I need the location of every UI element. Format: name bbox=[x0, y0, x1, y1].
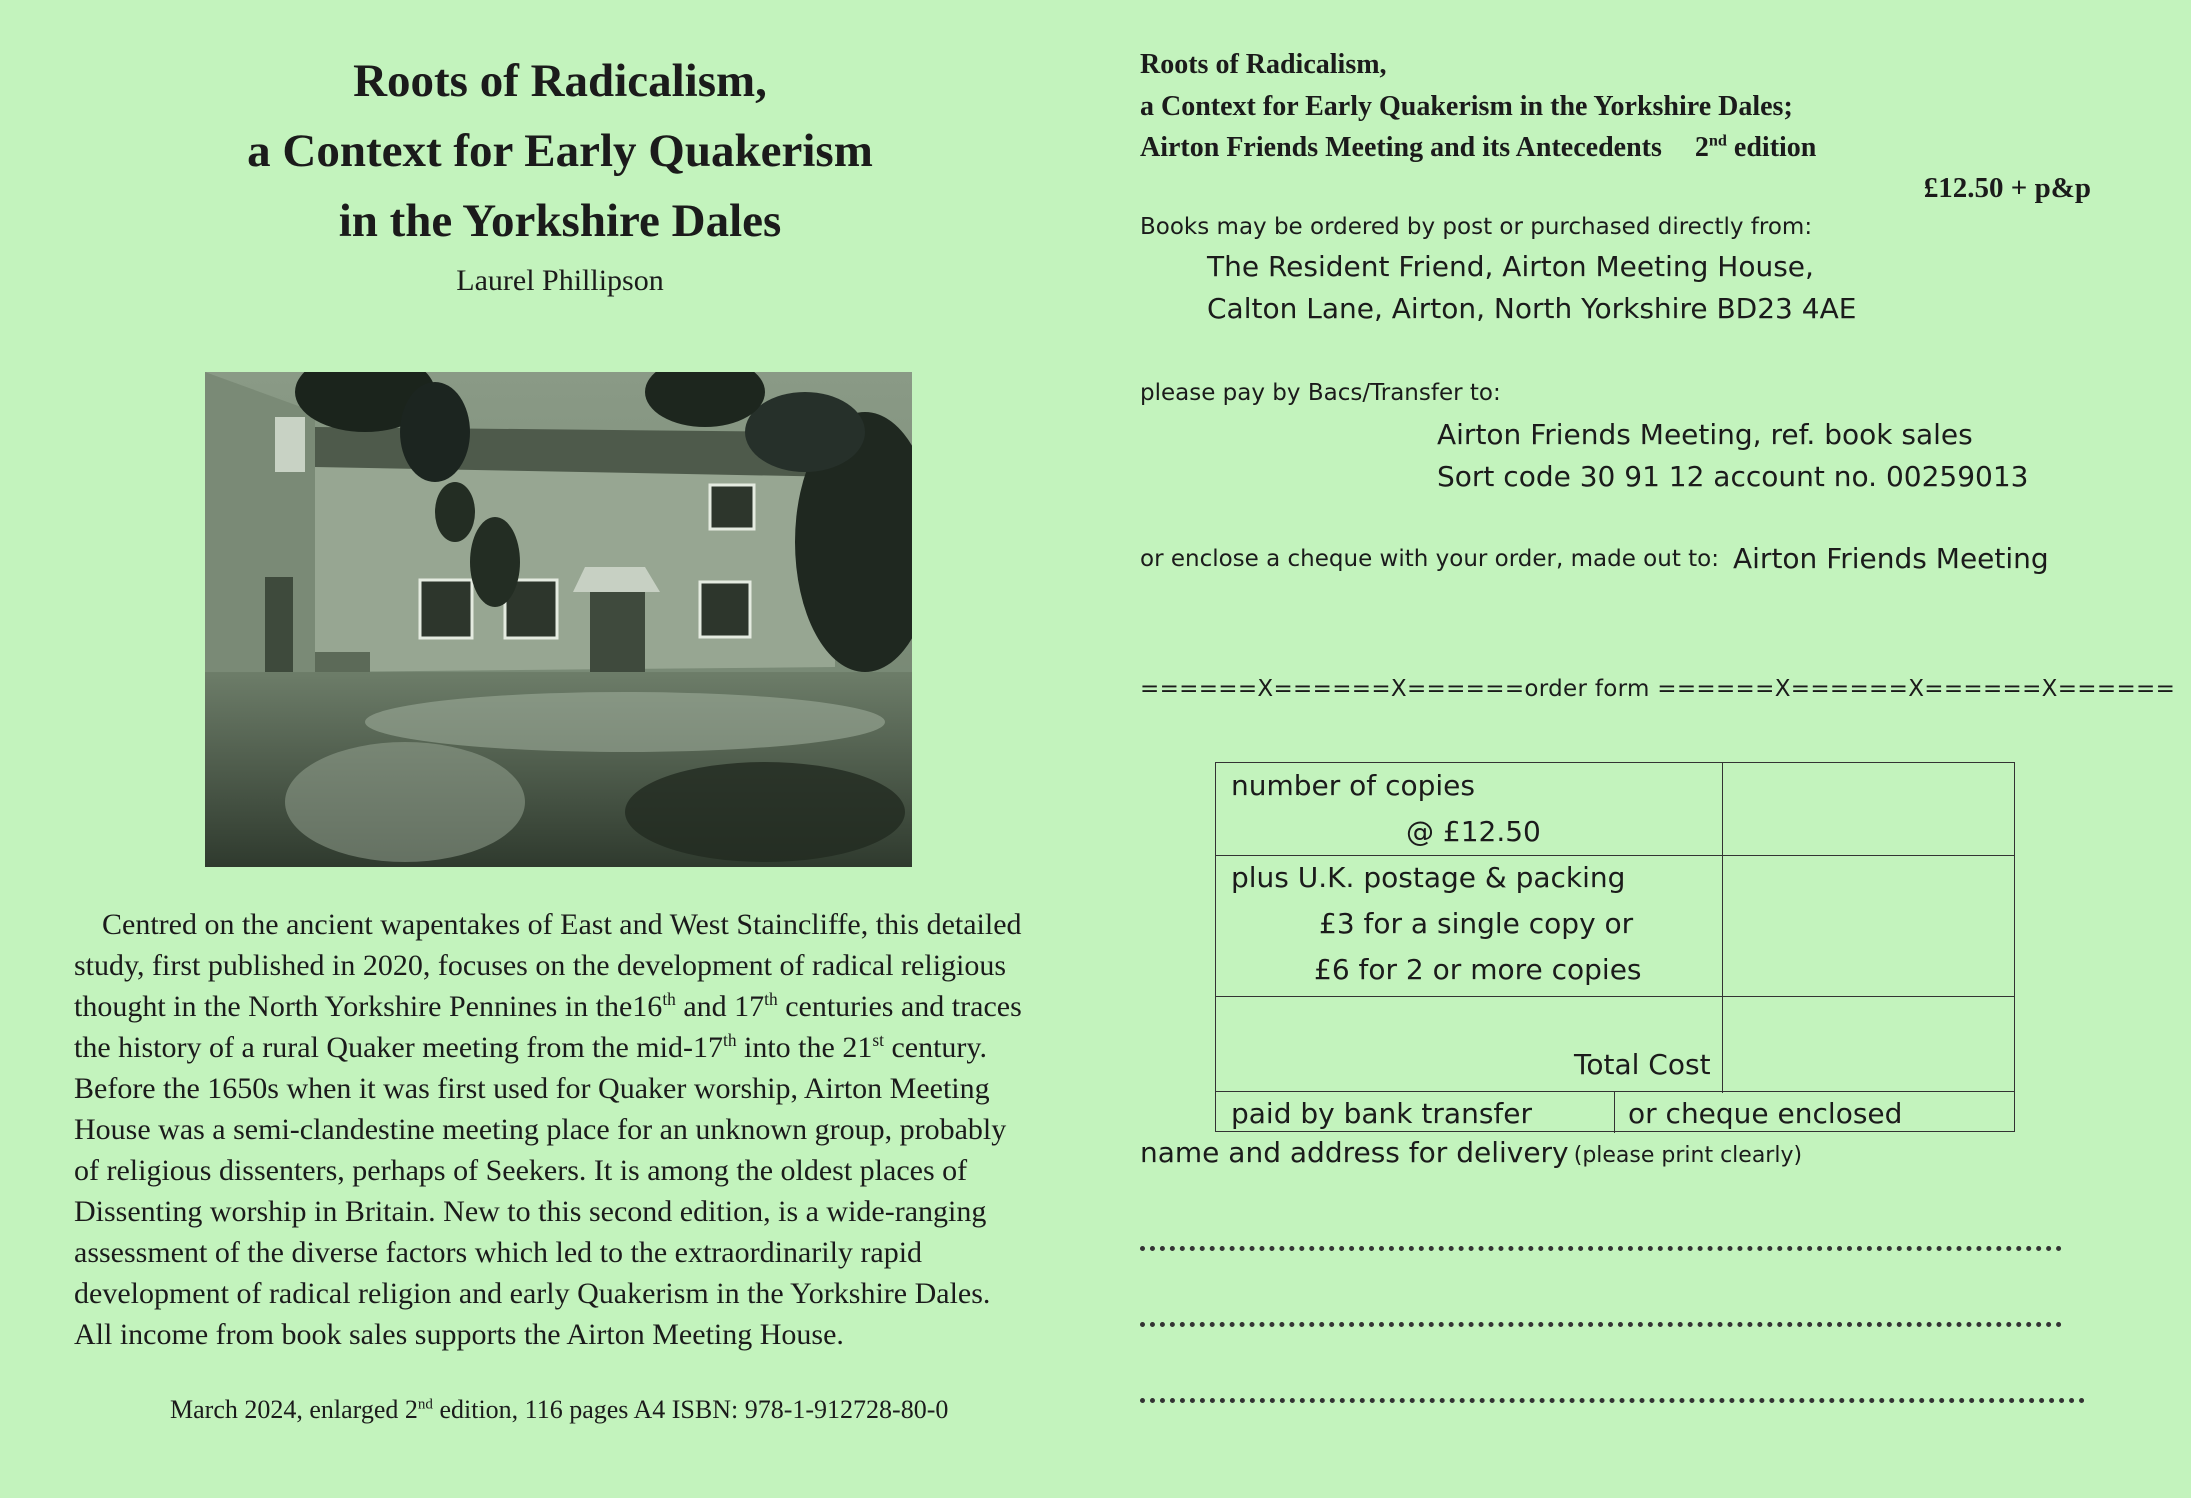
delivery-line-2[interactable] bbox=[1140, 1322, 2062, 1327]
copies-entry-cell[interactable] bbox=[1724, 765, 2012, 853]
address-line-2: Calton Lane, Airton, North Yorkshire BD23 4AE bbox=[1207, 292, 1857, 325]
copies-label: number of copies bbox=[1231, 769, 1475, 802]
order-form-divider: ======X======X======order form ======X======X======X====== bbox=[1140, 676, 2176, 702]
delivery-label: name and address for delivery bbox=[1140, 1136, 1569, 1169]
order-title-line-3 bbox=[1140, 127, 1816, 168]
table-row-divider bbox=[1216, 855, 2014, 856]
description-sup-4: st bbox=[872, 1030, 884, 1050]
order-form-table bbox=[1215, 762, 2015, 1132]
paid-cheque-option[interactable]: or cheque enclosed bbox=[1628, 1097, 1903, 1130]
edition-sup: nd bbox=[1708, 131, 1727, 150]
description-text-6: century. Before the 1650s when it was first used for Quaker worship, Airton Meeting House was a semi-clandestine meeting place for an unknown group, probably of religious dissenters, perhaps of Seekers. It is among the oldest places of Dissenting worship in Britain. New to this second edition, is a wide-ranging assessment of the diverse factors which led to the extraordinarily rapid development of radical religion and early Quakerism in the Yorkshire Dales. All income from book sales supports the Airton Meeting House. bbox=[74, 1031, 1007, 1351]
description-text-4: centuries and traces the history of a rural Quaker meeting from the mid-17 bbox=[74, 990, 1022, 1064]
cheque-intro: or enclose a cheque with your order, made out to: bbox=[1140, 546, 1719, 572]
bacs-intro: please pay by Bacs/Transfer to: bbox=[1140, 380, 1501, 406]
order-intro: Books may be ordered by post or purchased directly from: bbox=[1140, 214, 1813, 240]
table-row-divider bbox=[1216, 1091, 2014, 1092]
order-title-text: Airton Friends Meeting and its Antecedents bbox=[1140, 132, 1662, 163]
meeting-house-photo-illustration bbox=[205, 372, 912, 867]
postage-single: £3 for a single copy or bbox=[1319, 907, 1634, 940]
meeting-house-photo bbox=[205, 372, 912, 867]
delivery-label-line bbox=[1140, 1136, 1802, 1169]
edition-word: edition bbox=[1726, 132, 1817, 163]
table-row-divider bbox=[1216, 996, 2014, 997]
description-text-1: Centred on the ancient wapentakes of East and West Staincliffe, this detailed study, first published in 2020, focuses on the development of radical religious thought in the North Yorkshire Pennines in the16 bbox=[74, 908, 1022, 1023]
book-description bbox=[74, 904, 1034, 1355]
book-title-line-3: in the Yorkshire Dales bbox=[338, 195, 782, 247]
edition-label bbox=[1695, 132, 1817, 163]
description-sup-1: th bbox=[662, 989, 676, 1009]
delivery-line-1[interactable] bbox=[1140, 1246, 2062, 1251]
description-text-3: 17 bbox=[734, 990, 765, 1023]
author-name: Laurel Phillipson bbox=[456, 264, 664, 297]
edition-number: 2 bbox=[1694, 132, 1709, 163]
delivery-line-3[interactable] bbox=[1140, 1398, 2085, 1403]
publication-date: March 2024, enlarged 2 bbox=[170, 1395, 418, 1424]
table-column-divider bbox=[1722, 763, 1723, 1093]
description-paragraph bbox=[74, 904, 1034, 1355]
paid-bank-option[interactable]: paid by bank transfer bbox=[1231, 1097, 1532, 1130]
address-line-1: The Resident Friend, Airton Meeting House, bbox=[1207, 250, 1814, 283]
book-price: £12.50 + p&p bbox=[1923, 172, 2091, 204]
table-payment-divider bbox=[1614, 1091, 1615, 1133]
order-title-line-2: a Context for Early Quakerism in the Yorkshire Dales; bbox=[1140, 91, 1793, 122]
publication-isbn: edition, 116 pages A4 ISBN: 978-1-912728-80-0 bbox=[432, 1395, 949, 1424]
book-title-line-1: Roots of Radicalism, bbox=[353, 55, 767, 107]
book-title-line-2: a Context for Early Quakerism bbox=[247, 125, 873, 177]
description-text-5: into the 21 bbox=[736, 1031, 873, 1064]
publication-edition-sup: nd bbox=[417, 1396, 433, 1413]
postage-entry-cell[interactable] bbox=[1724, 858, 2012, 994]
copies-price: @ £12.50 bbox=[1406, 815, 1541, 848]
bacs-payee: Airton Friends Meeting, ref. book sales bbox=[1437, 418, 1973, 451]
total-cost-label: Total Cost bbox=[1574, 1048, 1711, 1081]
description-sup-3: th bbox=[722, 1030, 737, 1050]
total-entry-cell[interactable] bbox=[1724, 999, 2012, 1089]
description-text-2: and bbox=[675, 990, 735, 1023]
postage-label: plus U.K. postage & packing bbox=[1231, 861, 1626, 894]
description-sup-2: th bbox=[764, 989, 778, 1009]
book-title-block bbox=[0, 46, 1120, 300]
bacs-account: Sort code 30 91 12 account no. 00259013 bbox=[1437, 460, 2029, 493]
postage-multi: £6 for 2 or more copies bbox=[1314, 953, 1642, 986]
publication-details bbox=[170, 1395, 948, 1425]
order-title-line-1: Roots of Radicalism, bbox=[1140, 49, 1387, 80]
cheque-payee: Airton Friends Meeting bbox=[1733, 542, 2049, 575]
delivery-note: (please print clearly) bbox=[1573, 1143, 1803, 1168]
